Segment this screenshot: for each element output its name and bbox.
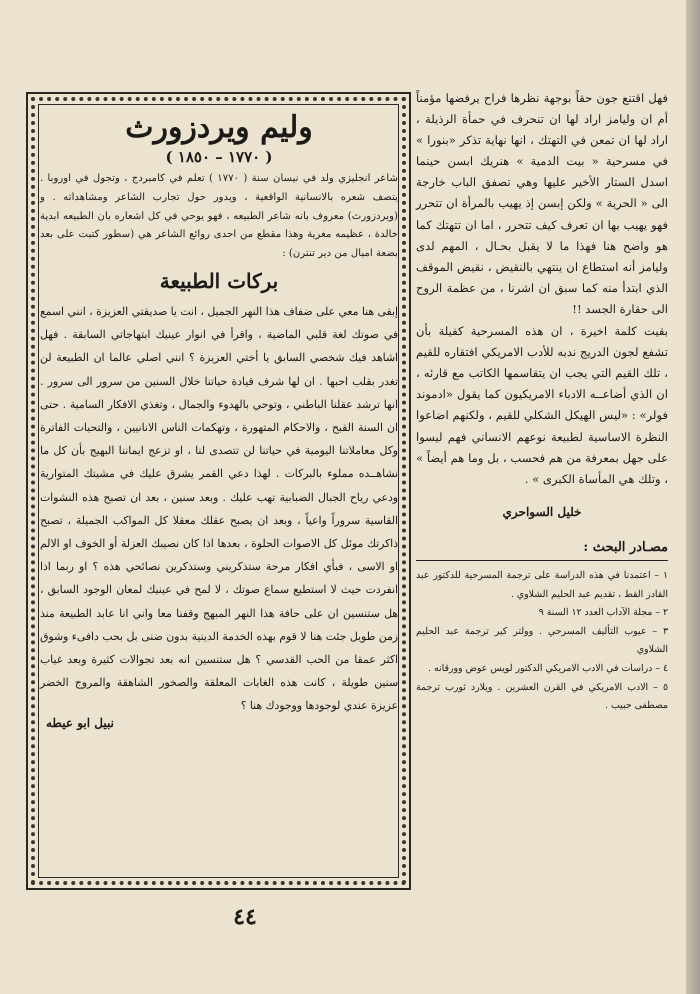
page-edge — [686, 0, 700, 994]
article-author: خليل السواحري — [502, 504, 582, 519]
sources-heading: مصـادر البحث : — [583, 539, 668, 555]
reference-item: ٤ – دراسات في الادب الامريكي الدكتور لويس عوض وورقانه . — [428, 662, 668, 674]
article-paragraph-2: بقيت كلمة اخيرة ، ان هذه المسرحية كفيلة بأن تشفع لجون الدريج ندبه للأدب الامريكي افتقاره للقيم ، تلك القيم التي يجب ان يتقاسمها الكاتب مع قارئه ، ان الذي أضاعــه الادباء الامريكيون كما يقول «ادموند فولر» : «ليس الهيكل الشكلي للقيم ، ولكنهم اضاعوا النظرة الاساسية لطبيعة نوعهم الانساني فهم ليسوا على جهل بمعرفة من هم فحسب ، بل وما هم أيضاً » ، وتلك هي المأساة الكبرى » . — [416, 324, 668, 486]
reference-item: ٢ – مجلة الآداب العدد ١٢ السنة ٩ — [538, 607, 668, 619]
page-number: ٤٤ — [233, 904, 257, 930]
translator-name: نبيل ابو عيطه — [46, 715, 114, 730]
sources-divider — [416, 560, 668, 561]
poet-box — [40, 110, 398, 730]
poem-title: بركات الطبيعة — [159, 268, 279, 293]
reference-item: ٥ – الادب الامريكي في القرن العشرين . ويلارد ثورب ترجمة مصطفى حبيب . — [416, 681, 668, 712]
poet-name-title: وليم ويردزورث — [125, 110, 313, 145]
poet-biography: شاعر انجليزي ولد في نيسان سنة ( ١٧٧٠ ) تعلم في كامبردج ، وتجول في اوروبا . يتصف شعره بالانسانية الواقعية ، ويدور حول تجارب الشاعر ومشاهداته . و (ويردزورث) معروف بانه شاعر الطبيعه ، فهو يوحي في كل اشعاره بان الطبيعه ابدية خالدة ، عظيمه مغرية وهذا مقطع من احدى روائع الشاعر هي (سطور كتبت على بعد بضعة اميال من دير تنترن) : — [40, 173, 399, 260]
reference-item: ١ – اعتمدنا في هذه الدراسة على ترجمة المسرحية للدكتور عبد القادر القط ، تقديم عبد الحليم الشلاوي . — [416, 569, 668, 600]
poet-dates: ( ١٧٧٠ – ١٨٥٠ ) — [165, 148, 273, 166]
reference-item: ٣ – عيوب التأليف المسرحي . وولتر كير ترجمة عبد الحليم الشلاوي — [416, 625, 668, 656]
article-column — [416, 88, 668, 716]
poem-text: إبقى هنا معي على ضفاف هذا النهر الجميل ، انت يا صديقتي العزيزة ، انني اسمع في صوتك لغة قلبي الماضية ، واقرأ في انوار عينيك ابتهاجاتي السابقة . فهل اشاهد فيك شخصي السابق يا أختي العزيزة ؟ انني اصلي عالما ان الطبيعة لن تغدر بقلب احبها . ان لها شرف قيادة حياتنا خلال السنين من سرور الى سرور . انها ترشد عقلنا الباطني ، وتوحي بالهدوء والجمال ، وتغذي الافكار السامية . حتى ان السنة القبح ، والاحكام المتهورة ، وتهكمات الناس الانانيين ، والتحيات الفاترة وكل معاملاتنا اليومية في حياتنا لن تتصدى لنا ، او تزعج ايماننا البهيج بأن كل ما نشاهــده مملوء بالبركات . لهذا دعي القمر يشرق عليك في مشيتك المتوارية ودعي رياح الجبال الضبابية تهب عليك . وبعد سنين ، بعد ان تصبح هذه النشوات القاسية سروراً واعياً ، وبعد ان يصبح عقلك معقلا كل المواكب الجميلة ، تصبح ذاكرتك موئل كل الاصوات الحلوة ، بعدها اذا كان نصيبك العزلة أو الخوف او الالم او الاسى ، فبأي افكار مرحة ستذكريني وستذكرين نصائحي هذه ؟ او ربما اذا انفردت حيث لا استطيع سماع صوتك ، لا لمح في عينيك لمعان الوجود السابق ، هل ستنسين ان على حافة هذا النهر المبهج وقفنا معا واني انا عابد الطبيعة منذ زمن طويل جئت هنا لا قوم بهذه الخدمة الدينية بدون ضنى بل بحب دافىء وشوق اكثر عمقا من الحب القدسي ؟ هل ستنسين انه بعد تجوالات كثيرة وبعد غياب سنين طويلة ، كانت هذه الغابات المعلقة والصخور الشاهقة والمروج الخضر عزيزة عندي لوجودها ووجودك هنا ؟ — [40, 304, 398, 713]
article-paragraph-1: فهل اقتنع جون حقاً بوجهة نظرها فراح يرفضها مؤمناً أم ان وليامز اراد لها ان تنحرف في حمأة الرذيلة ، اراد لها ان تمعن في التهتك ، انها نهاية تذكر «بنورا » في مسرحية « بيت الدمية » هنريك ابسن حينما اسدل الستار الأخير عليها وهي تصفق الباب خارجة الى « الحرية » ولكن إبسن إذ يهيب بالمرأة ان تتحرر فهو يهيب بها ان تعرف كيف تتحرر ، اما ان تتهتك كما هو واضح هنا فهذا ما لا يقبل بحـال ، المهم لدى وليامز أنه استطاع ان ينتهي بالنقيض ، نقيض الموقف الذي ابتدأ منه كما سبق ان اشرنا ، من عظمة الروح الى حقارة الجسد !! — [416, 91, 668, 316]
